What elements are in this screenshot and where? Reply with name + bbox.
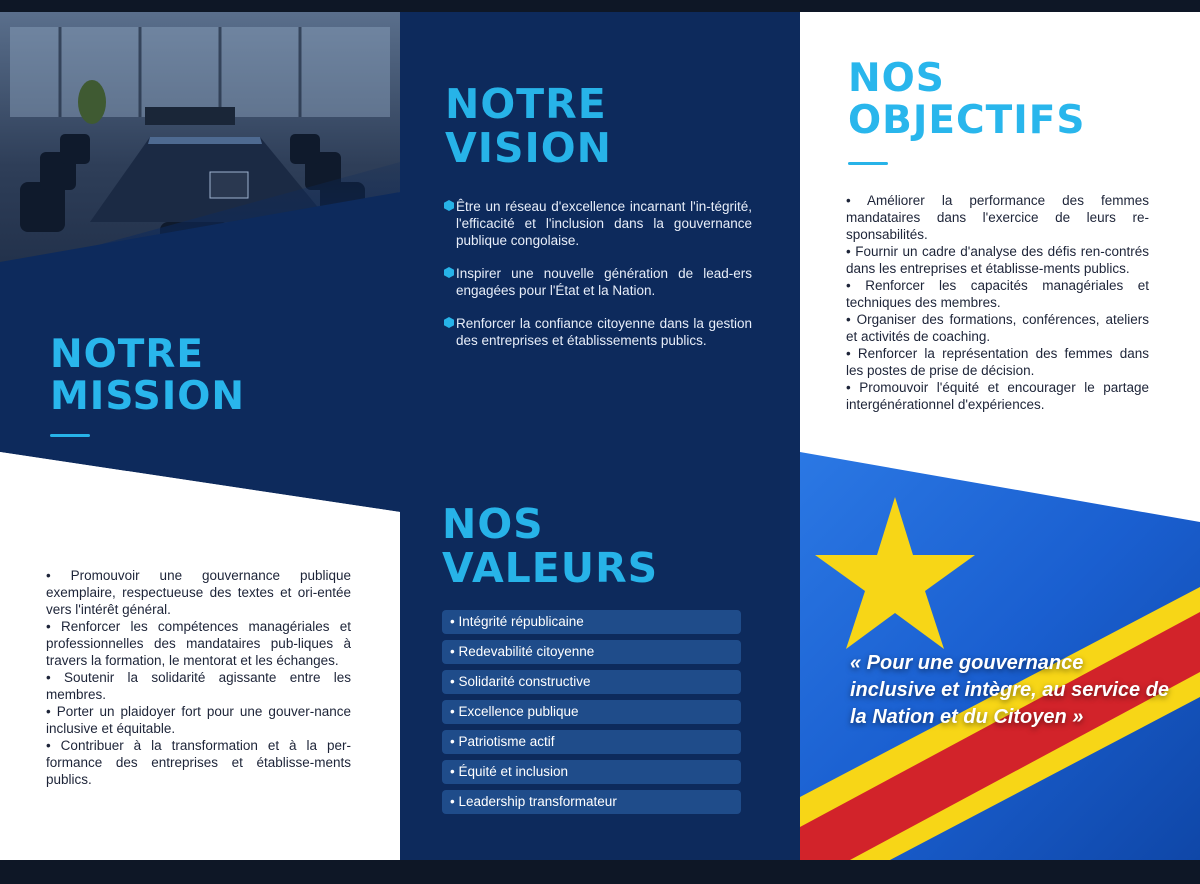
value-item: • Solidarité constructive xyxy=(442,670,741,694)
vision-values-panel xyxy=(400,12,800,860)
hexagon-bullet-icon xyxy=(444,317,454,328)
mission-item: • Porter un plaidoyer fort pour une gouver-nance inclusive et équitable. xyxy=(46,704,351,736)
mission-title-rule xyxy=(50,434,90,437)
objective-item: • Promouvoir l'équité et encourager le partage intergénérationnel d'expériences. xyxy=(846,380,1149,412)
objective-item: • Renforcer la représentation des femmes dans les postes de prise de décision. xyxy=(846,346,1149,378)
mission-item: • Renforcer les compétences managériales et professionnelles des mandataires pub-liques à travers la formation, le mentorat et les échanges. xyxy=(46,619,351,668)
value-item: • Redevabilité citoyenne xyxy=(442,640,741,664)
objective-item: • Organiser des formations, conférences, ateliers et activités de coaching. xyxy=(846,312,1149,344)
mission-item: • Contribuer à la transformation et à la per-formance des entreprises et établisse-ments publics. xyxy=(46,738,351,787)
mission-list xyxy=(46,567,351,788)
slogan-quote: « Pour une gouvernance inclusive et intègre, au service de la Nation et du Citoyen » xyxy=(850,652,1170,728)
mission-title: NOTRE MISSION xyxy=(50,332,246,420)
value-item: • Patriotisme actif xyxy=(442,730,741,754)
value-item: • Leadership transformateur xyxy=(442,790,741,814)
vision-title: NOTRE VISION xyxy=(445,80,612,173)
objective-item: • Fournir un cadre d'analyse des défis ren-contrés dans les entreprises et établisse-ments publics. xyxy=(846,244,1149,276)
vision-item: Être un réseau d'excellence incarnant l'in-tégrité, l'efficacité et l'inclusion dans la gouvernance publique congolaise. xyxy=(444,198,752,249)
values-list xyxy=(442,610,741,820)
objectives-title-rule xyxy=(848,162,888,165)
mission-item: • Soutenir la solidarité agissante entre les membres. xyxy=(46,670,351,702)
objective-item: • Améliorer la performance des femmes mandataires dans l'exercice de leurs re-sponsabilités. xyxy=(846,193,1149,242)
mission-panel xyxy=(0,12,400,860)
value-item: • Équité et inclusion xyxy=(442,760,741,784)
value-item: • Excellence publique xyxy=(442,700,741,724)
hexagon-bullet-icon xyxy=(444,267,454,278)
objectives-list xyxy=(846,192,1149,413)
brochure xyxy=(0,12,1200,860)
objectives-title: NOS OBJECTIFS xyxy=(848,56,1086,144)
value-item: • Intégrité républicaine xyxy=(442,610,741,634)
vision-item: Renforcer la confiance citoyenne dans la gestion des entreprises et établissements publics. xyxy=(444,315,752,349)
values-title: NOS VALEURS xyxy=(442,500,659,593)
vision-item: Inspirer une nouvelle génération de lead-ers engagées pour l'État et la Nation. xyxy=(444,265,752,299)
mission-item: • Promouvoir une gouvernance publique exemplaire, respectueuse des textes et ori-entée vers l'intérêt général. xyxy=(46,568,351,617)
hexagon-bullet-icon xyxy=(444,200,454,211)
vision-list xyxy=(444,198,752,365)
objective-item: • Renforcer les capacités managériales et techniques des membres. xyxy=(846,278,1149,310)
objectives-panel xyxy=(800,12,1200,860)
